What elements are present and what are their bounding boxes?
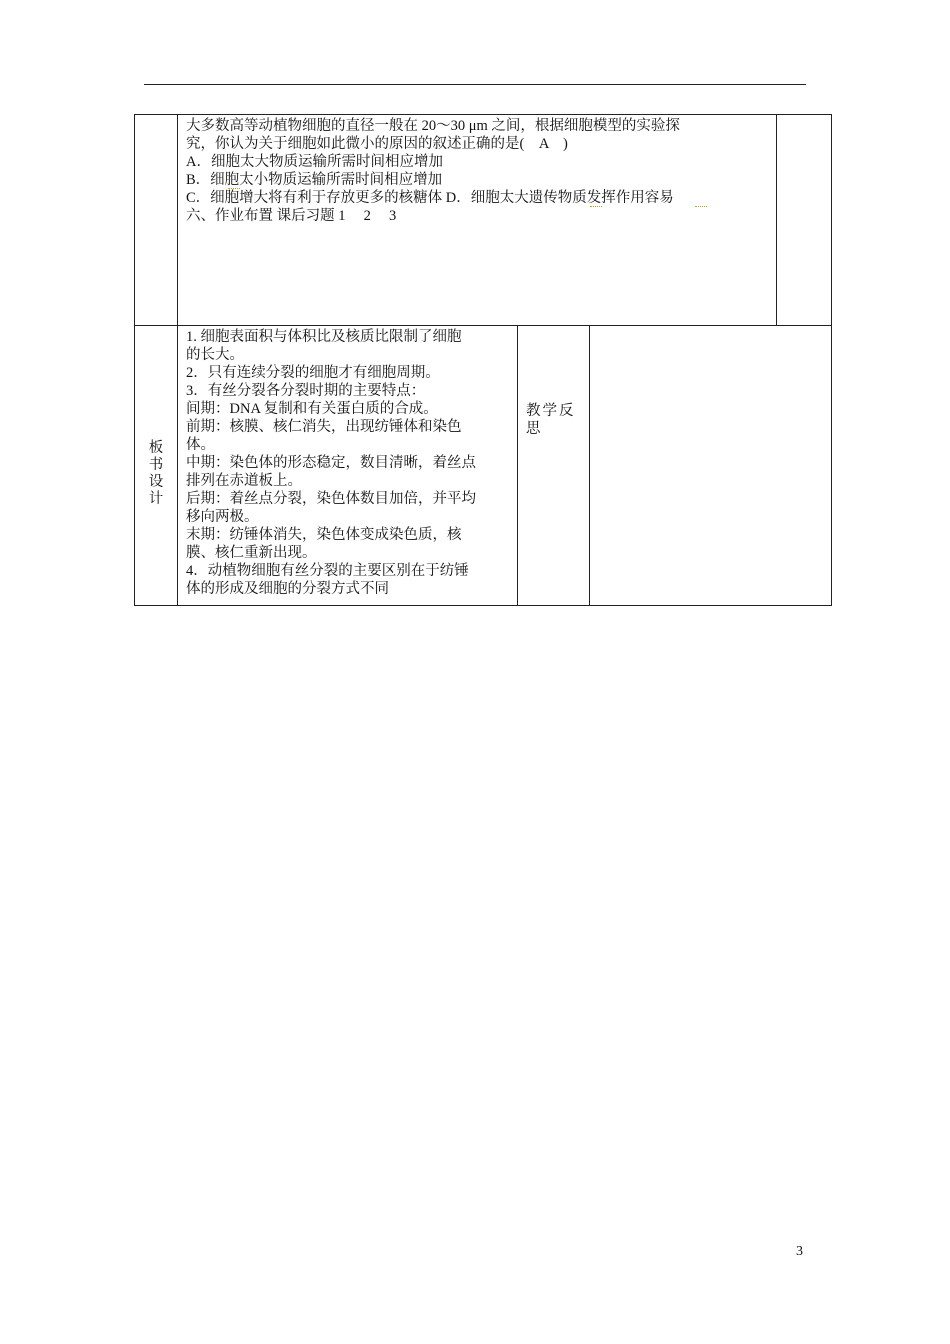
- top-right-cell: [776, 114, 832, 326]
- board-design-label: [135, 440, 177, 508]
- board-label-char: 书: [148, 457, 164, 473]
- reflection-label-cell: [517, 325, 590, 606]
- proofing-mark: [590, 203, 602, 207]
- board-label-char: 板: [148, 440, 164, 456]
- proofing-mark: [228, 185, 240, 189]
- option-a: A．细胞太大物质运输所需时间相应增加: [186, 154, 443, 170]
- option-c-d: C．细胞增大将有利于存放更多的核糖体 D．细胞太大遗传物质发挥作用容易: [186, 190, 674, 206]
- board-label-char: 计: [148, 491, 164, 507]
- homework-line: 六、作业布置 课后习题 1 2 3: [186, 208, 397, 224]
- board-line: 后期：着丝点分裂，染色体数目加倍，并平均: [186, 491, 476, 507]
- board-line: 2．只有连续分裂的细胞才有细胞周期。: [186, 365, 440, 381]
- board-line: 4．动植物细胞有丝分裂的主要区别在于纺锤: [186, 563, 469, 579]
- top-left-cell: [134, 114, 178, 326]
- board-line: 1. 细胞表面积与体积比及核质比限制了细胞: [186, 329, 462, 345]
- reflection-content-cell: [589, 325, 832, 606]
- proofing-mark: [695, 203, 707, 207]
- option-b: B．细胞太小物质运输所需时间相应增加: [186, 172, 443, 188]
- board-line: 体的形成及细胞的分裂方式不同: [186, 581, 389, 597]
- header-rule: [144, 84, 806, 85]
- reflection-label: 思: [526, 421, 541, 437]
- question-line-2: 究，你认为关于细胞如此微小的原因的叙述正确的是( A ): [186, 136, 568, 152]
- board-line: 排列在赤道板上。: [186, 473, 302, 489]
- board-line: 移向两极。: [186, 509, 259, 525]
- page-number: 3: [796, 1244, 803, 1259]
- board-line: 间期：DNA 复制和有关蛋白质的合成。: [186, 401, 438, 417]
- board-line: 膜、核仁重新出现。: [186, 545, 317, 561]
- board-line: 末期：纺锤体消失，染色体变成染色质，核: [186, 527, 462, 543]
- board-label-char: 设: [148, 474, 164, 490]
- board-line: 前期：核膜、核仁消失，出现纺锤体和染色: [186, 419, 462, 435]
- reflection-label: 教学反: [526, 403, 576, 419]
- board-line: 体。: [186, 437, 215, 453]
- question-line-1: 大多数高等动植物细胞的直径一般在 20～30 μm 之间，根据细胞模型的实验探: [186, 118, 680, 134]
- board-line: 3．有丝分裂各分裂时期的主要特点：: [186, 383, 426, 399]
- board-line: 的长大。: [186, 347, 244, 363]
- board-line: 中期：染色体的形态稳定，数目清晰，着丝点: [186, 455, 476, 471]
